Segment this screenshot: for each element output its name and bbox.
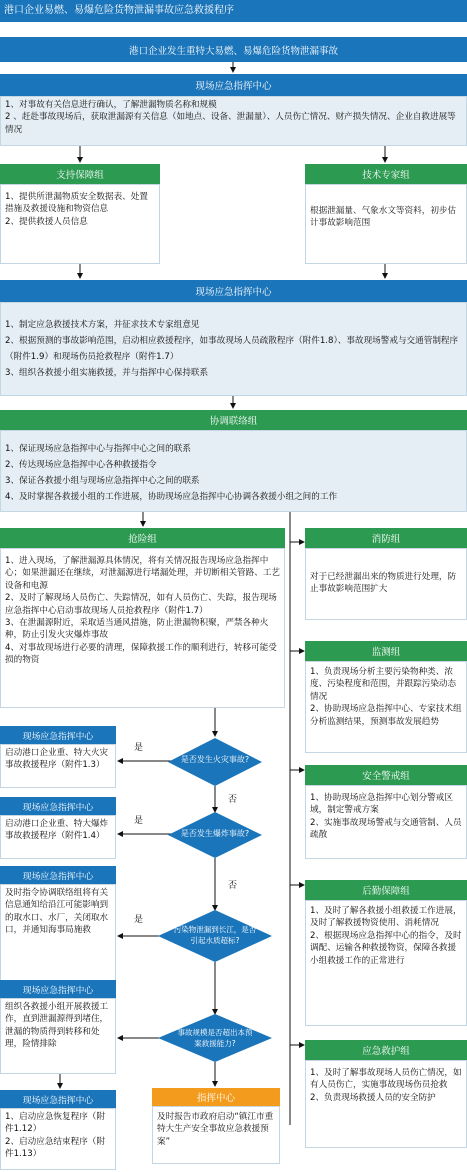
decision-fire-yes: 是 [134,743,144,753]
support-item: 2、提供救援人员信息 [5,216,88,227]
left-action-3-body [0,884,116,982]
coord-item: 3、保证各救援小组与现场应急指挥中心之间的联系 [5,476,200,486]
command-center-text: 及时报告市政府启动“镇江市重特大生产安全事故应急救援预案” [157,1112,274,1147]
page-title: 港口企业易燃、易爆危险货物泄漏事故应急救援程序 [0,0,467,22]
coord-item: 2、传达现场应急指挥中心各种救援指令 [5,460,157,470]
left-action-2-body [0,815,116,859]
command2-item: 2、根据预测的事故影响范围，启动相应救援程序，如事故现场人员疏散程序（附件1.8）、事故现场警戒与交通管制程序（附件1.9）和现场伤员抢救程序（附件1.7） [5,336,459,362]
expert-group-body [305,184,467,264]
decision-fire-no: 否 [228,795,238,805]
left-action-2-text: 启动港口企业重、特大爆炸事故救援程序（附件1.4） [5,819,109,842]
command-center-body [152,1106,280,1164]
left-action-1-text: 启动港口企业重、特大火灾事故救援程序（附件1.3） [5,748,109,771]
medical-item: 2、负责现场救援人员的安全防护 [310,1092,436,1103]
coord-group-title: 协调联络组 [0,410,467,430]
decision-explosion-no: 否 [228,881,238,891]
fire-group-body [305,548,467,620]
expert-group-title: 技术专家组 [305,164,467,184]
logistics-item: 2、根据现场应急指挥中心的指令，及时调配、运输各种救援物资，保障各救援小组救援工作的正常进行 [310,930,462,966]
command1-title: 现场应急指挥中心 [0,74,467,96]
logistics-group-title: 后勤保障组 [305,880,467,900]
medical-item: 1、及时了解事故现场人员伤亡情况，如有人员伤亡，实施事故现场伤员抢救 [310,1068,462,1091]
fire-text: 对于已经泄漏出来的物质进行处理，防止事故影响范围扩大 [310,572,457,595]
medical-group-body [305,1060,467,1148]
command2-title: 现场应急指挥中心 [0,280,467,302]
fire-group-title: 消防组 [305,528,467,548]
security-group-body [305,785,467,859]
monitor-group-body [305,661,467,753]
left-action-1-title: 现场应急指挥中心 [0,726,116,744]
command2-body [0,302,467,396]
expert-text: 根据泄漏量、气象水文等资料，初步估计事故影响范围 [310,206,457,229]
logistics-group-body [305,900,467,1026]
monitor-item: 2、协助现场应急指挥中心、专家技术组分析监测结果，预测事故发展趋势 [310,704,462,727]
support-group-body [0,184,160,264]
left-action-5-body [0,1108,116,1170]
decision-water-label: 污染物泄漏到长江，是否引起水质超标? [173,925,257,945]
security-item: 1、协助现场应急指挥中心划分警戒区域，制定警戒方案 [310,793,453,816]
security-item: 2、实施事故现场警戒与交通管制、人员疏散 [310,817,462,841]
left-action-5-item: 1、启动应急恢复程序（附件1.12） [5,1112,105,1135]
command-center-title: 指挥中心 [152,1088,280,1106]
decision-explosion-yes: 是 [134,816,144,826]
command1-body [0,96,467,146]
rescue-group-title: 抢险组 [0,528,285,548]
command1-item: 1、对事故有关信息进行确认，了解泄漏物质名称和规模 [5,100,217,110]
left-action-2-title: 现场应急指挥中心 [0,797,116,815]
decision-explosion-label: 是否发生爆炸事故? [180,829,250,838]
rescue-item: 2、及时了解现场人员伤亡、失踪情况，如有人员伤亡、失踪，报告现场应急指挥中心启动事故现场人员抢救程序（附件1.7） [5,593,277,616]
decision-scale-label: 事故规模是否超出本预案救援能力? [177,1028,253,1048]
logistics-item: 1、及时了解各救援小组救援工作进展，及时了解救援物资使用、消耗情况 [310,906,462,929]
command1-item: 2 、赶赴事故现场后，获取泄漏源有关信息（如地点、设备、泄漏量）、人员伤亡情况、财产损失情况、企业自救进展等情况 [5,112,456,135]
monitor-item: 1、负责现场分析主要污染物种类、浓度、污染程度和范围，并跟踪污染动态情况 [310,667,457,702]
top-event: 港口企业发生重特大易燃、易爆危险货物泄漏事故 [0,37,467,62]
command2-item: 3、组织各救援小组实施救援，并与指挥中心保持联系 [5,368,209,378]
coord-item: 1、保证现场应急指挥中心与指挥中心之间的联系 [5,444,191,454]
coord-group-body [0,430,467,512]
rescue-group-body [0,548,285,708]
rescue-item: 3、在泄漏源附近，采取适当通风措施，防止泄漏物积聚，严禁各种火种，防止引发火灾爆炸事故 [5,618,269,641]
left-action-4-body [0,998,116,1074]
left-action-3-text: 及时指令协调联络组将有关信息通知给沿江可能影响到的取水口、水厂，关闭取水口，并通知海事局施救 [5,888,109,936]
left-action-4-text: 组织各救援小组开展救援工作，直到泄漏源得到堵住，泄漏的物质得到转移和处理，险情排除 [5,1002,109,1050]
left-action-5-item: 2、启动应急结束程序（附件1.13） [5,1136,105,1160]
support-group-title: 支持保障组 [0,164,160,184]
left-action-4-title: 现场应急指挥中心 [0,980,116,998]
monitor-group-title: 监测组 [305,641,467,661]
rescue-item: 4、对事故现场进行必要的清理，保障救援工作的顺利进行，转移可能受损的物资 [5,642,277,666]
decision-water-yes: 是 [134,915,144,925]
decision-fire-label: 是否发生火灾事故? [180,755,250,764]
left-action-5-title: 现场应急指挥中心 [0,1090,116,1108]
left-action-3-title: 现场应急指挥中心 [0,866,116,884]
medical-group-title: 应急救护组 [305,1040,467,1060]
support-item: 1、提供所泄漏物质安全数据表、处置措施及救援设施和物资信息 [5,192,148,215]
left-action-1-body [0,744,116,788]
security-group-title: 安全警戒组 [305,765,467,785]
coord-item: 4、及时掌握各救援小组的工作进展，协助现场应急指挥中心协调各救援小组之间的工作 [5,492,338,502]
command2-item: 1、制定应急救援技术方案，并征求技术专家组意见 [5,320,200,330]
rescue-item: 1、进入现场，了解泄漏源具体情况，将有关情况报告现场应急指挥中心；如果泄漏还在继续，对泄漏源进行堵漏处理，并切断相关管路、工艺设备和电源 [5,556,281,591]
